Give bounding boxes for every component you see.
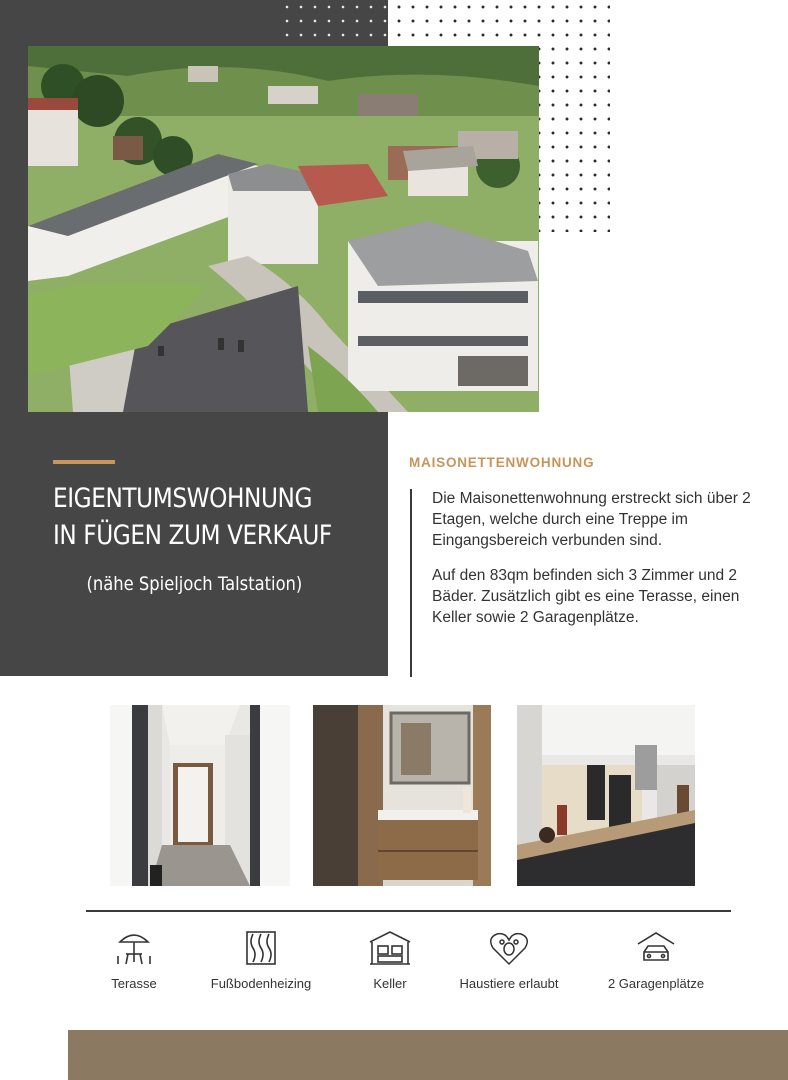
features-divider — [86, 910, 731, 912]
feature-haustiere — [434, 928, 584, 991]
description-paragraph-2: Auf den 83qm befinden sich 3 Zimmer und 2 Bäder. Zusätzlich gibt es eine Terasse, einen Keller sowie 2 Garagenplätze. — [432, 567, 740, 626]
hero-aerial-photo — [28, 46, 539, 412]
garage-icon — [581, 928, 731, 968]
feature-label: Terasse — [111, 976, 157, 991]
feature-label: Fußbodenheizing — [210, 976, 312, 991]
feature-label: Keller — [373, 976, 407, 991]
feature-garage — [581, 928, 731, 991]
description-paragraph-1: Die Maisonettenwohnung erstreckt sich über 2 Etagen, welche durch eine Treppe im Eingangsbereich verbunden sind. — [432, 490, 751, 549]
feature-label: Haustiere erlaubt — [459, 976, 559, 991]
accent-line — [53, 460, 115, 464]
floor-heating-icon — [186, 928, 336, 968]
vertical-divider — [410, 489, 412, 677]
section-heading: MAISONETTENWOHNUNG — [409, 455, 595, 470]
subtitle-text: (nähe Spieljoch Talstation) — [86, 573, 302, 595]
hallway-photo — [110, 705, 290, 886]
pet-icon — [434, 928, 584, 968]
bathroom-photo — [313, 705, 491, 886]
page-title — [53, 480, 337, 554]
feature-fussbodenheizung — [186, 928, 336, 991]
dot-pattern-light — [280, 0, 388, 46]
title-line-2: IN FÜGEN ZUM VERKAUF — [53, 520, 332, 551]
feature-label: 2 Garagenplätze — [607, 976, 705, 991]
page-subtitle — [0, 573, 388, 595]
kitchen-photo — [517, 705, 695, 886]
description — [432, 488, 762, 642]
bottom-bar — [68, 1030, 788, 1080]
title-line-1: EIGENTUMSWOHNUNG — [53, 483, 313, 514]
